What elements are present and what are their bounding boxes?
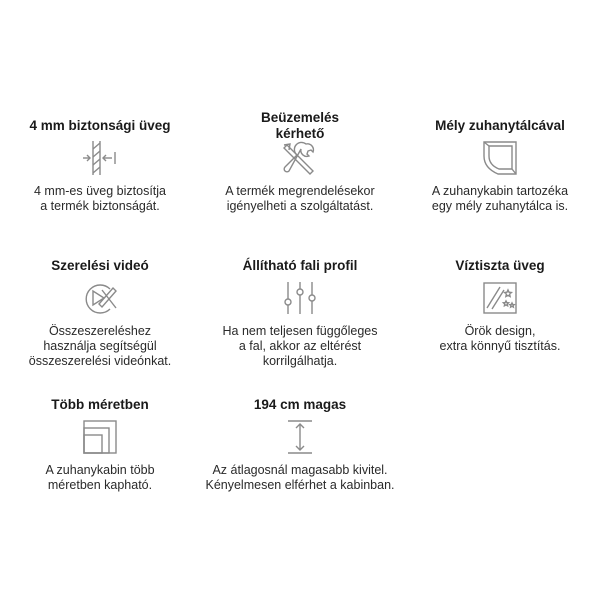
tools-icon [280, 140, 320, 180]
video-tools-icon [80, 278, 120, 318]
height-icon [280, 417, 320, 457]
safety-glass-icon [80, 138, 120, 178]
feature-title: 4 mm biztonsági üveg [29, 118, 171, 133]
feature-description: A zuhanykabin több méretben kapható. [45, 463, 155, 492]
clear-glass-icon [480, 278, 520, 318]
feature-title: Állítható fali profil [242, 258, 358, 273]
feature-title: Több méretben [51, 397, 149, 412]
shower-tray-icon [480, 138, 520, 178]
sizes-icon [80, 417, 120, 457]
feature-title: Beüzemelés kérhető [260, 110, 340, 141]
feature-description: 4 mm-es üveg biztosítja a termék biztonságát. [34, 184, 166, 213]
feature-title: Szerelési videó [51, 258, 149, 273]
adjustable-profile-icon [280, 278, 320, 318]
feature-description: Az átlagosnál magasabb kivitel. Kényelmesen elférhet a kabinban. [205, 463, 395, 492]
feature-description: Örök design, extra könnyű tisztítás. [439, 324, 561, 353]
feature-title: Mély zuhanytálcával [435, 118, 565, 133]
feature-description: Összeszereléshez használja segítségül összeszerelési videónkat. [28, 324, 172, 368]
feature-description: A zuhanykabin tartozéka egy mély zuhanytálca is. [431, 184, 569, 213]
feature-title: Víztiszta üveg [455, 258, 545, 273]
feature-description: Ha nem teljesen függőleges a fal, akkor az eltérést korrilgálhatja. [222, 324, 378, 368]
feature-description: A termék megrendelésekor igényelheti a szolgáltatást. [225, 184, 375, 213]
feature-title: 194 cm magas [253, 397, 347, 412]
